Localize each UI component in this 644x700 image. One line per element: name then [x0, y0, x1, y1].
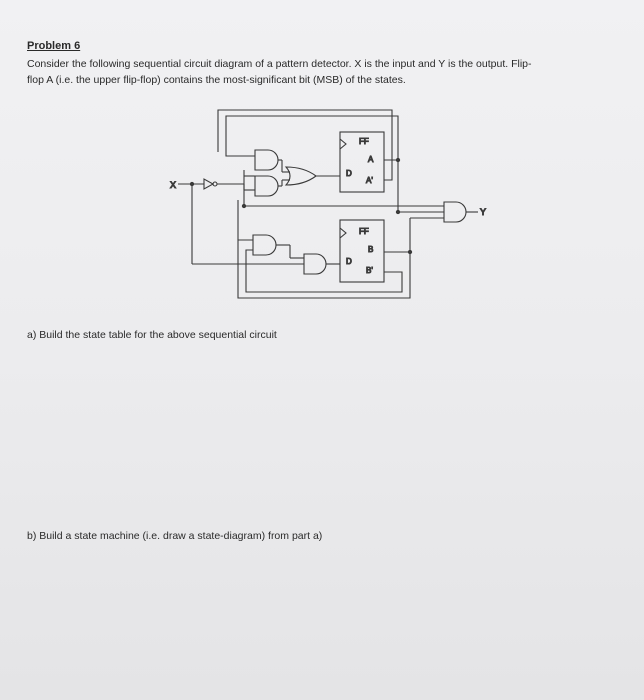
flip-flop-a-type-label: FF — [359, 137, 369, 146]
and-gate-3-icon — [253, 235, 276, 255]
b-bar-feedback-wire — [246, 250, 402, 292]
flip-flop-a-q-label: A — [368, 155, 374, 164]
junction-dot — [190, 182, 193, 185]
a-feedback-wire — [226, 116, 398, 160]
flip-flop-b-type-label: FF — [359, 227, 369, 236]
flip-flop-b-clock-icon — [340, 228, 346, 238]
question-a: a) Build the state table for the above sequential circuit — [27, 329, 277, 341]
flip-flop-a-qbar-label: A' — [366, 176, 373, 185]
junction-dot — [242, 204, 245, 207]
or-gate-icon — [286, 167, 316, 185]
flip-flop-a-clock-icon — [340, 139, 346, 149]
output-and-gate-icon — [444, 202, 466, 222]
problem-title: Problem 6 — [27, 40, 81, 52]
question-b: b) Build a state machine (i.e. draw a state-diagram) from part a) — [27, 530, 323, 542]
flip-flop-b-qbar-label: B' — [366, 266, 373, 275]
and-gate-1-icon — [255, 150, 278, 170]
and-gate-2-icon — [255, 176, 278, 196]
output-y-label: Y — [480, 207, 487, 217]
junction-dot — [408, 250, 411, 253]
flip-flop-a-d-label: D — [346, 169, 352, 178]
problem-description-line-2: flop A (i.e. the upper flip-flop) contains the most-significant bit (MSB) of the states. — [27, 74, 406, 86]
input-x-label: X — [170, 180, 177, 190]
problem-description-line-1: Consider the following sequential circuit diagram of a pattern detector. X is the input and Y is the output. Flip- — [27, 58, 532, 70]
junction-dot — [396, 210, 399, 213]
inverter-icon — [204, 179, 213, 189]
flip-flop-b-d-label: D — [346, 257, 352, 266]
junction-dot — [396, 158, 399, 161]
flip-flop-b-q-label: B — [368, 245, 374, 254]
and-gate-4-icon — [304, 254, 326, 274]
